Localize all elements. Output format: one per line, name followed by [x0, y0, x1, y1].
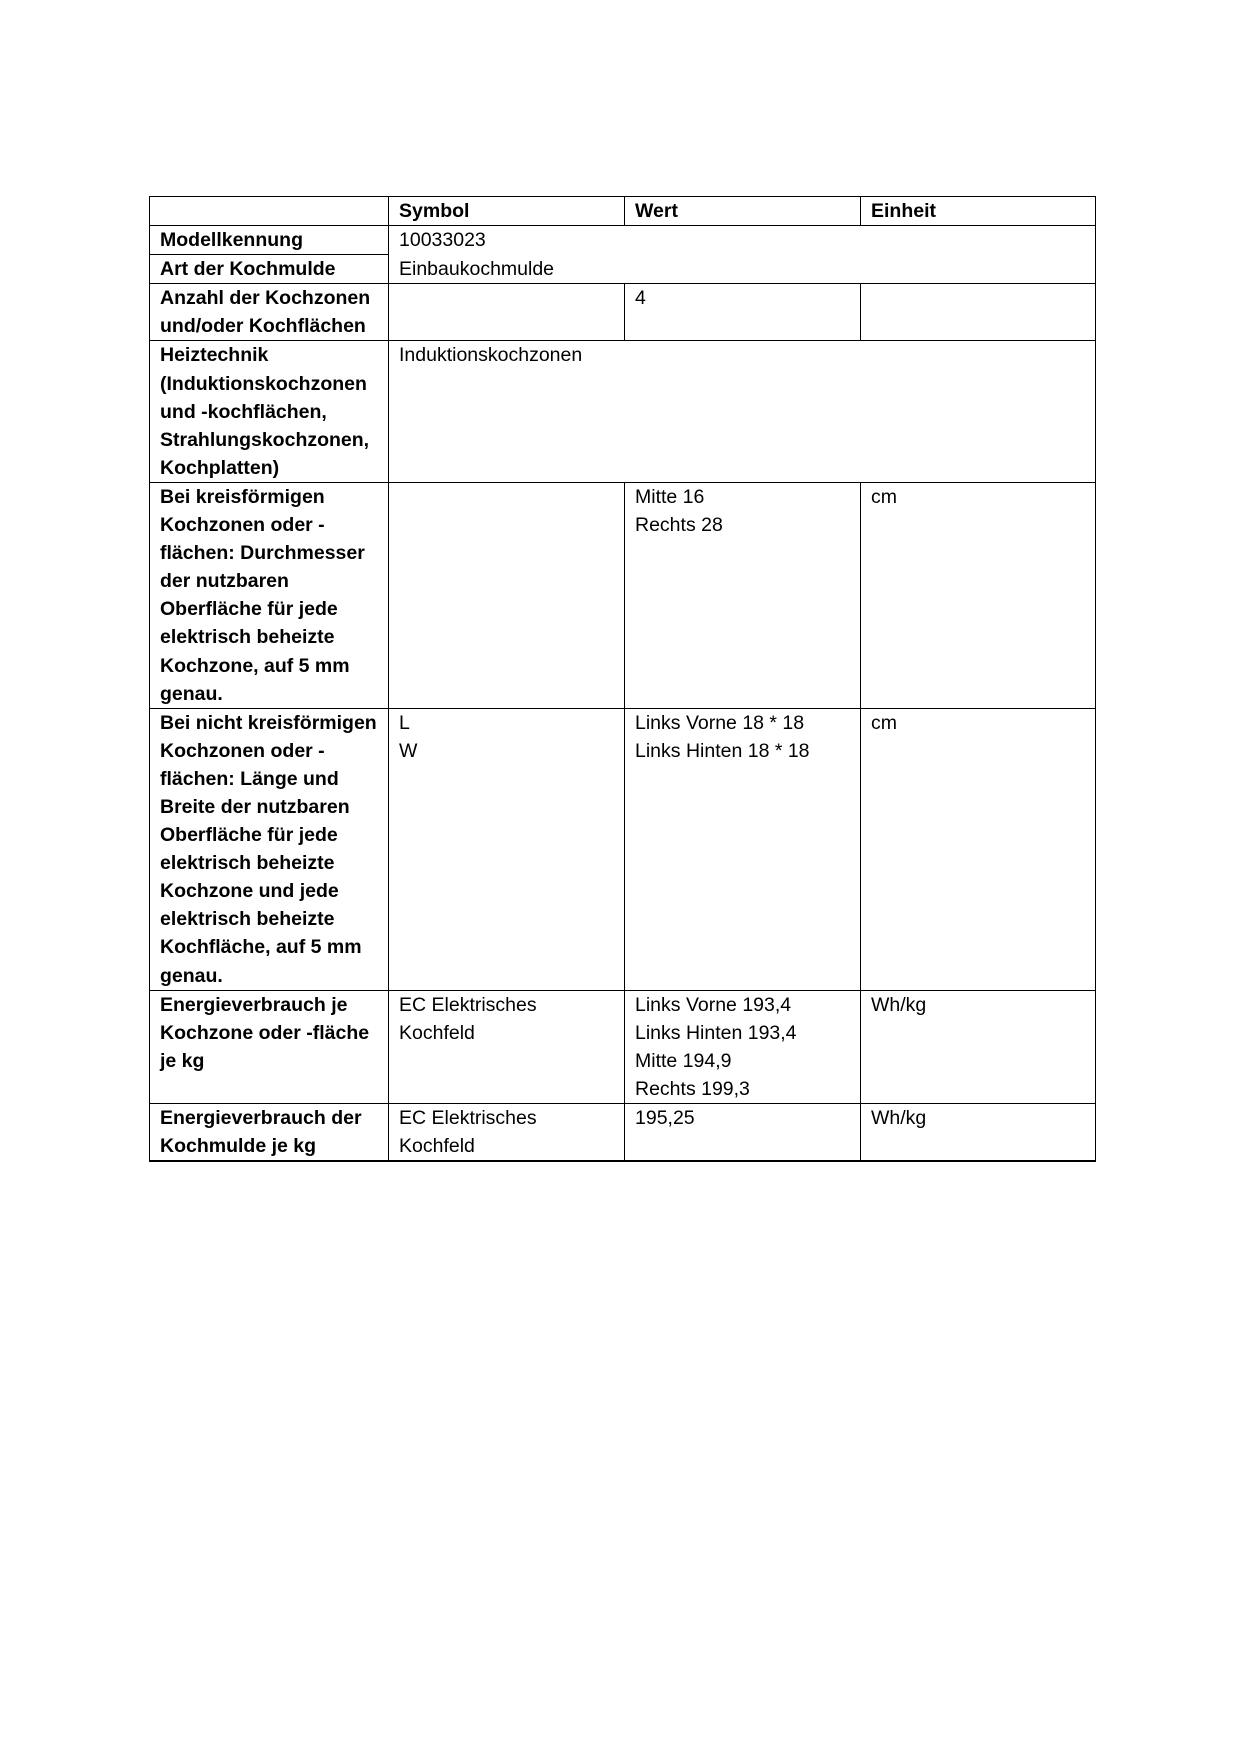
symbol-kreisfoermig [389, 482, 625, 708]
value-art: Einbaukochmulde [389, 255, 1096, 284]
wert-anzahl: 4 [625, 284, 861, 341]
label-energie-zone: Energieverbrauch je Kochzone oder -fläche je kg [150, 990, 389, 1103]
header-wert: Wert [625, 197, 861, 226]
einheit-energie-zone: Wh/kg [861, 990, 1096, 1103]
header-empty [150, 197, 389, 226]
header-row [150, 197, 1096, 226]
label-energie-mulde: Energieverbrauch der Kochmulde je kg [150, 1104, 389, 1162]
header-symbol: Symbol [389, 197, 625, 226]
symbol-energie-zone: EC Elektrisches Kochfeld [389, 990, 625, 1103]
einheit-nicht-kreisfoermig: cm [861, 708, 1096, 990]
symbol-energie-mulde: EC Elektrisches Kochfeld [389, 1104, 625, 1162]
einheit-anzahl [861, 284, 1096, 341]
row-energie-zone [150, 990, 1096, 1103]
value-heiztechnik: Induktionskochzonen [389, 341, 1096, 482]
label-nicht-kreisfoermig: Bei nicht kreisförmigen Kochzonen oder -flächen: Länge und Breite der nutzbaren Oberfläche für jede elektrisch beheizte Kochzone und jede elektrisch beheizte Kochfläche, auf 5 mm genau. [150, 708, 389, 990]
label-kreisfoermig: Bei kreisförmigen Kochzonen oder -flächen: Durchmesser der nutzbaren Oberfläche für jede elektrisch beheizte Kochzone, auf 5 mm genau. [150, 482, 389, 708]
wert-nicht-kreisfoermig: Links Vorne 18 * 18 Links Hinten 18 * 18 [625, 708, 861, 990]
label-anzahl: Anzahl der Kochzonen und/oder Kochflächen [150, 284, 389, 341]
wert-kreisfoermig: Mitte 16 Rechts 28 [625, 482, 861, 708]
header-einheit: Einheit [861, 197, 1096, 226]
value-modellkennung: 10033023 [389, 226, 1096, 255]
row-modellkennung [150, 226, 1096, 255]
symbol-anzahl [389, 284, 625, 341]
row-art [150, 255, 1096, 284]
wert-energie-mulde: 195,25 [625, 1104, 861, 1162]
label-art: Art der Kochmulde [150, 255, 389, 284]
row-nicht-kreisfoermig [150, 708, 1096, 990]
row-anzahl [150, 284, 1096, 341]
row-heiztechnik [150, 341, 1096, 482]
specification-table [149, 196, 1096, 1162]
label-modellkennung: Modellkennung [150, 226, 389, 255]
wert-energie-zone: Links Vorne 193,4 Links Hinten 193,4 Mitte 194,9 Rechts 199,3 [625, 990, 861, 1103]
row-energie-mulde [150, 1104, 1096, 1162]
symbol-nicht-kreisfoermig: L W [389, 708, 625, 990]
einheit-energie-mulde: Wh/kg [861, 1104, 1096, 1162]
einheit-kreisfoermig: cm [861, 482, 1096, 708]
label-heiztechnik: Heiztechnik (Induktionskochzonen und -kochflächen, Strahlungskochzonen, Kochplatten) [150, 341, 389, 482]
row-kreisfoermig [150, 482, 1096, 708]
